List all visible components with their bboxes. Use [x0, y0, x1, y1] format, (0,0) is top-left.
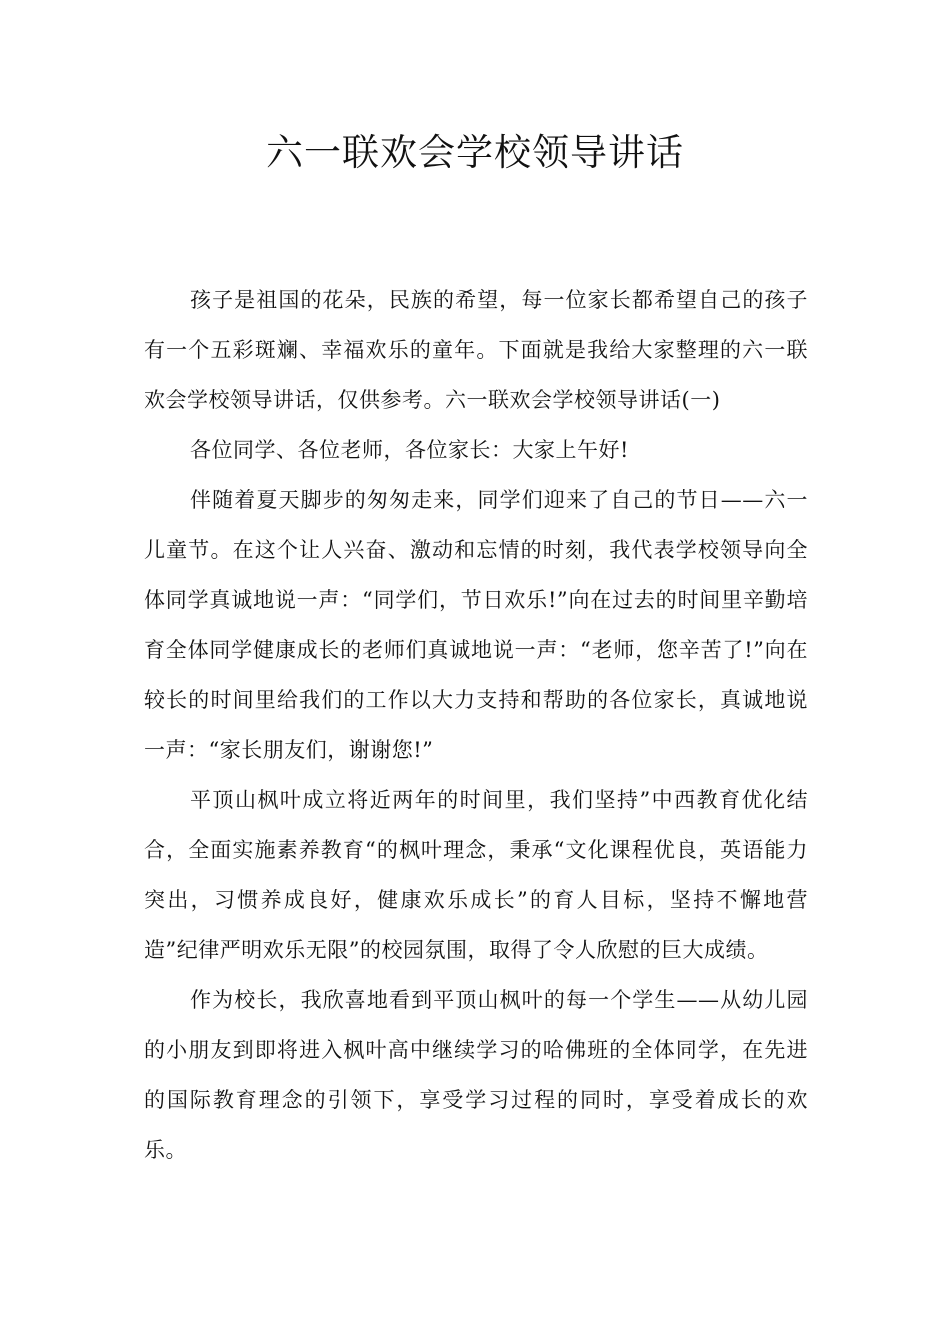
paragraph-principal-remarks: 作为校长，我欣喜地看到平顶山枫叶的每一个学生——从幼儿园的小朋友到即将进入枫叶高中继续学习的哈佛班的全体同学，在先进的国际教育理念的引领下，享受学习过程的同时，享受着成长的欢乐。 — [144, 988, 808, 1162]
document-title: 六一联欢会学校领导讲话 — [266, 131, 684, 174]
paragraph-school-philosophy: 平顶山枫叶成立将近两年的时间里，我们坚持”中西教育优化结合，全面实施素养教育“的枫叶理念，秉承“文化课程优良，英语能力突出，习惯养成良好，健康欢乐成长”的育人目标，坚持不懈地营造”纪律严明欢乐无限”的校园氛围，取得了令人欣慰的巨大成绩。 — [144, 788, 808, 962]
paragraph-greeting: 各位同学、各位老师，各位家长：大家上午好! — [190, 438, 629, 462]
paragraph-festival-wishes: 伴随着夏天脚步的匆匆走来，同学们迎来了自己的节日——六一儿童节。在这个让人兴奋、激动和忘情的时刻，我代表学校领导向全体同学真诚地说一声：“同学们，节日欢乐!”向在过去的时间里辛勤培育全体同学健康成长的老师们真诚地说一声：“老师，您辛苦了!”向在较长的时间里给我们的工作以大力支持和帮助的各位家长，真诚地说一声：“家长朋友们，谢谢您!” — [144, 488, 808, 762]
paragraph-intro: 孩子是祖国的花朵，民族的希望，每一位家长都希望自己的孩子有一个五彩斑斓、幸福欢乐的童年。下面就是我给大家整理的六一联欢会学校领导讲话，仅供参考。六一联欢会学校领导讲话(一) — [144, 288, 808, 412]
document-body — [144, 275, 808, 1175]
